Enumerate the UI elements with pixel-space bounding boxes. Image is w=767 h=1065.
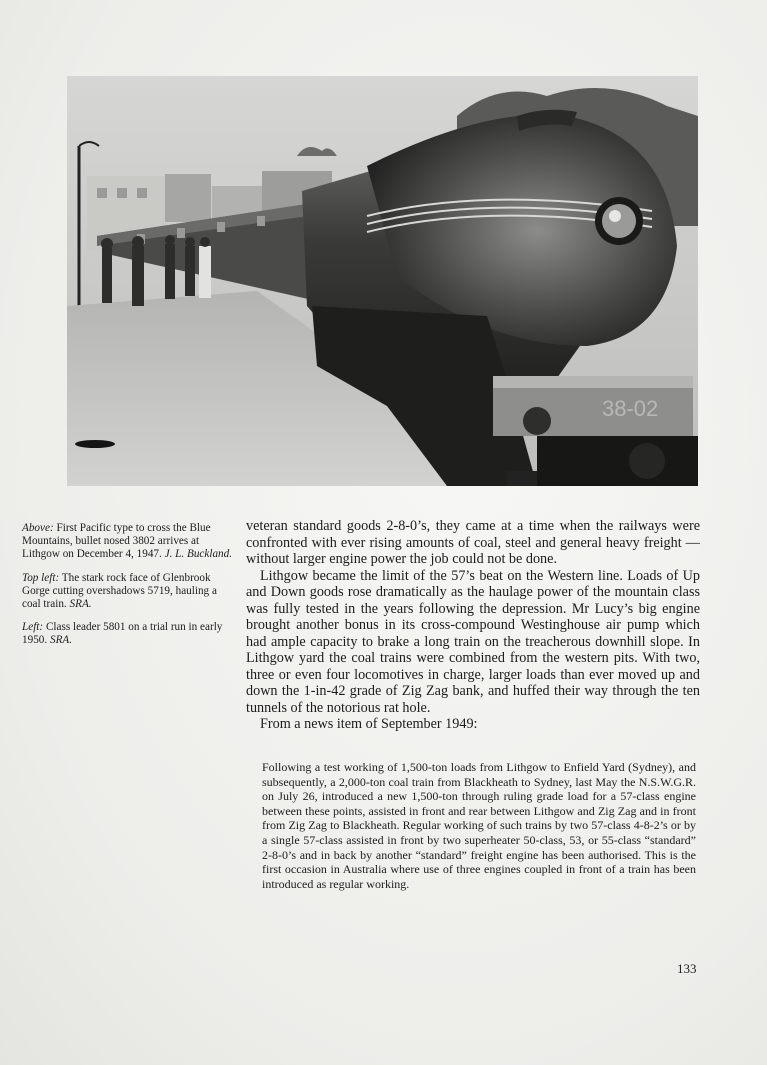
number-plate: 38-02 [602, 396, 659, 421]
locomotive-photo [67, 76, 698, 486]
caption-above-credit: J. L. Buckland. [164, 548, 233, 561]
caption-above-text: First Pacific type to cross the Blue Mountains, bullet nosed 3802 arrives at Lithgow on December 4, 1947. [22, 522, 211, 561]
caption-top-left-text: The stark rock face of Glenbrook Gorge cutting overshadows 5719, hauling a coal train. [22, 571, 217, 611]
page-number: 133 [677, 961, 697, 976]
caption-above [22, 522, 234, 562]
photo-captions [22, 522, 234, 658]
body-paragraph-1: veteran standard goods 2-8-0’s, they came at a time when the railways were confronted with ever rising amounts of coal, steel and general heavy freight — without larger engine power the job could not be done. [246, 518, 700, 567]
caption-top-left [22, 572, 234, 612]
caption-left-credit: SRA. [49, 634, 73, 647]
caption-above-lead: Above: [22, 522, 54, 534]
body-text [246, 518, 700, 733]
body-paragraph-3: From a news item of September 1949: [260, 716, 478, 732]
caption-left [22, 621, 234, 647]
locomotive-illustration [67, 76, 698, 486]
body-paragraph-2: Lithgow became the limit of the 57’s beat on the Western line. Loads of Up and Down goods rose dramatically as the haulage power of the mountain class was fully tested in the years following the depression. Mr Lucy’s big engine brought another bonus in its cross-compound Westinghouse air pump which had ample capacity to brake a long train on the treacherous downhill slope. In Lithgow yard the coal trains were combined from the western pits. With two, three or even four locomotives in charge, larger loads than ever moved up and down the 1-in-42 grade of Zig Zag bank, and huffed their way through the ten tunnels of the notorious rat hole. [246, 567, 700, 716]
news-quote: Following a test working of 1,500-ton loads from Lithgow to Enfield Yard (Sydney), and subsequently, a 2,000-ton coal train from Blackheath to Sydney, last May the N.S.W.G.R. on July 26, introduced a new 1,500-ton through ruling grade load for a 57-class engine between these points, assisted in front and rear between Lithgow and Zig Zag and in front from Zig Zag to Blackheath. Regular working of such trains by two 57-class 4-8-2’s or by a single 57-class assisted in front by two superheater 50-class, 53, or 55-class “standard” 2-8-0’s and in back by another “standard” freight engine has been authorised. This is the first occasion in Australia where use of three engines coupled in front of a train has been introduced as regular working. [262, 760, 696, 891]
caption-top-left-lead: Top left: [22, 571, 60, 584]
caption-left-text: Class leader 5801 on a trial run in early 1950. [22, 621, 223, 647]
caption-left-lead: Left: [22, 621, 44, 634]
caption-top-left-credit: SRA. [69, 598, 92, 611]
